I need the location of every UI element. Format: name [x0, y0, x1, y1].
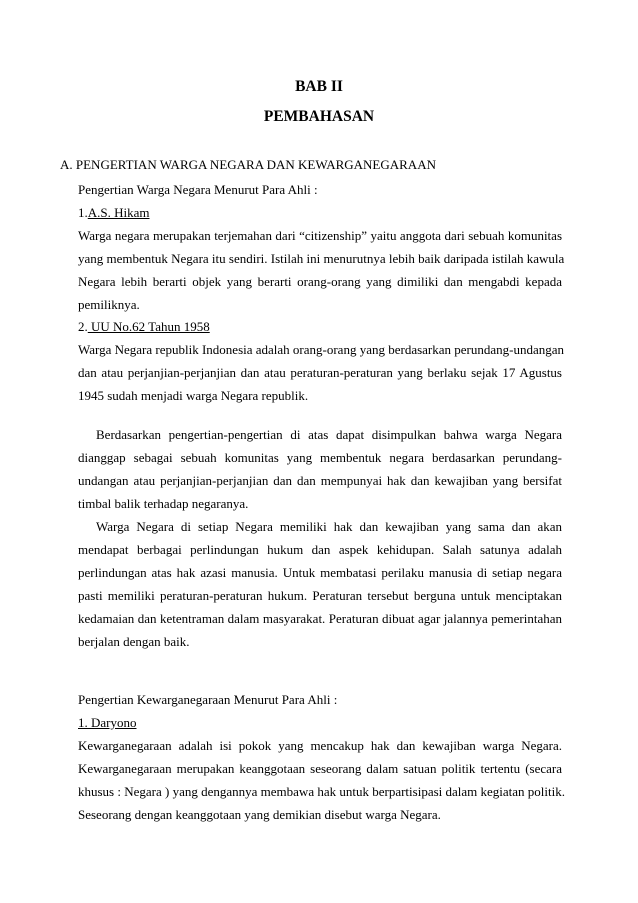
daryono-line: Kewarganegaraan adalah isi pokok yang mencakup hak dan kewajiban warga Negara. [78, 738, 562, 753]
rights-line: Warga Negara di setiap Negara memiliki hak dan kewajiban yang sama dan akan [96, 519, 562, 534]
daryono-heading: 1. Daryono [78, 715, 137, 730]
rights-line: kedamaian dan ketentraman dalam masyarakat. Peraturan dibuat agar jalannya pemerintahan [78, 611, 562, 626]
item1-heading [78, 205, 562, 221]
conclusion-line: timbal balik terhadap negaranya. [78, 496, 249, 511]
heading-a: A. PENGERTIAN WARGA NEGARA DAN KEWARGANEGARAAN [60, 157, 436, 172]
section-title: PEMBAHASAN [263, 108, 375, 125]
daryono-line: Kewarganegaraan merupakan keanggotaan seseorang dalam satuan politik tertentu (secara [78, 761, 562, 776]
item1-line: pemiliknya. [78, 297, 140, 312]
daryono-line: khusus : Negara ) yang dengannya membawa hak untuk berpartisipasi dalam kegiatan politik. [78, 784, 565, 799]
item2-line: Warga Negara republik Indonesia adalah orang-orang yang berdasarkan perundang-undangan [78, 342, 565, 357]
item1-line: yang membentuk Negara itu sendiri. Istilah ini menurutnya lebih baik daripada istilah kawula [78, 251, 565, 266]
chapter-label: BAB II [295, 78, 343, 95]
item1-line: Warga negara merupakan terjemahan dari “citizenship” yaitu anggota dari sebuah komunitas [78, 228, 562, 243]
item2-name: UU No.62 Tahun 1958 [87, 319, 210, 334]
daryono-line: Seseorang dengan keanggotaan yang demikian disebut warga Negara. [78, 807, 441, 822]
item1-line: Negara lebih berarti objek yang berarti orang-orang yang dimiliki dan mengabdi kepada [78, 274, 562, 289]
rights-line: pasti memiliki peraturan-peraturan hukum. Peraturan tersebut berguna untuk menciptakan [78, 588, 562, 603]
conclusion-line: undangan atau perjanjian-perjanjian dan dan mempunyai hak dan kewajiban yang bersifat [78, 473, 562, 488]
rights-line: perlindungan atas hak azasi manusia. Untuk membatasi perilaku manusia di setiap negara [78, 565, 562, 580]
warga-intro: Pengertian Warga Negara Menurut Para Ahli : [78, 182, 318, 197]
item2-line: 1945 sudah menjadi warga Negara republik. [78, 388, 309, 403]
item2-line: dan atau perjanjian-perjanjian dan atau peraturan-peraturan yang berlaku sejak 17 Agustus [78, 365, 562, 380]
item1-number: 1. [78, 205, 88, 220]
kewarganegaraan-intro: Pengertian Kewarganegaraan Menurut Para Ahli : [78, 692, 338, 707]
conclusion-line: dianggap sebagai sebuah komunitas yang membentuk negara berdasarkan perundang- [78, 450, 562, 465]
item1-name: A.S. Hikam [87, 205, 150, 220]
rights-line: mendapat berbagai perlindungan hukum dan aspek kehidupan. Salah satunya adalah [78, 542, 562, 557]
item2-heading [78, 319, 562, 335]
conclusion-line: Berdasarkan pengertian-pengertian di atas dapat disimpulkan bahwa warga Negara [96, 427, 562, 442]
rights-line: berjalan dengan baik. [78, 634, 190, 649]
item2-number: 2. [78, 319, 88, 334]
